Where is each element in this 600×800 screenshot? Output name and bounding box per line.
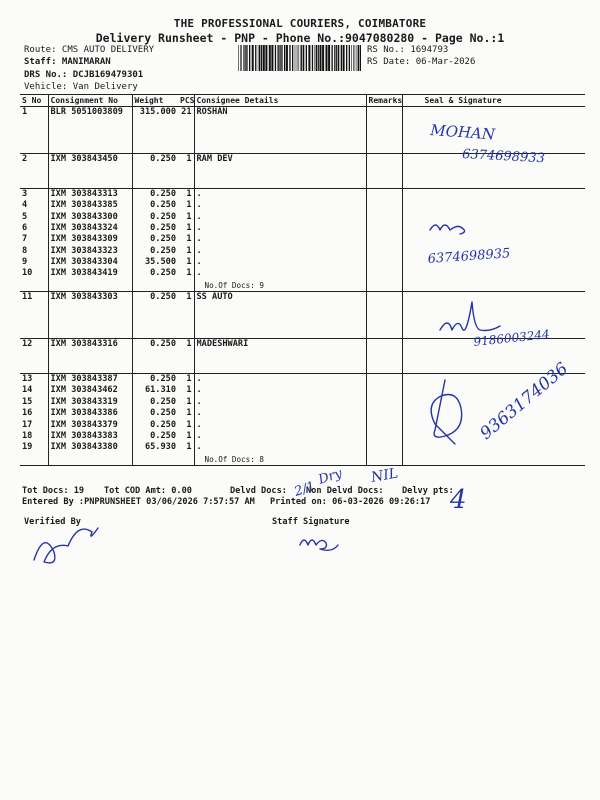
value-name: . [196,396,202,407]
col-pcs: PCS [180,96,195,105]
value-wt: 0.250 [150,200,176,211]
value-pcs: 21 [181,107,192,117]
value-pcs: 1 [186,211,192,222]
value-cn: IXM 303843319 [50,396,118,407]
value-cn: IXM 303843419 [50,268,118,279]
handwritten-phone-1: 6374698933 [461,147,546,167]
value-sno: 6 [22,222,28,233]
value-wt: 61.310 [144,385,176,396]
value-wt: 35.500 [144,257,176,268]
no-of-docs: No.Of Docs: 9 [204,280,264,290]
delvy-pts: Delvy pts: [402,486,454,496]
value-pcs: 1 [186,245,192,256]
value-cn: IXM 303843313 [50,188,118,199]
signature-ss-auto [440,302,550,349]
value-sno: 18 [22,430,33,441]
value-name: . [196,200,202,211]
no-of-docs: No.Of Docs: 8 [204,454,264,464]
drs-number: DRS No.: DCJB169479301 [24,70,144,80]
value-wt: 0.250 [150,408,176,419]
value-name: . [196,188,202,199]
scribble-signature [440,302,500,331]
value-pcs: 1 [186,373,192,384]
value-pcs: 1 [186,430,192,441]
company-name: THE PROFESSIONAL COURIERS, COIMBATORE [173,17,427,30]
value-wt: 0.250 [150,245,176,256]
value-pcs: 1 [186,385,192,396]
value-sno: 15 [22,396,33,407]
tot-cod: Tot COD Amt: 0.00 [104,486,192,496]
value-wt: 0.250 [150,396,176,407]
route-label: Route: CMS AUTO DELIVERY [24,45,155,55]
value-name: . [196,430,202,441]
value-sno: 10 [22,268,33,279]
rs-number: RS No.: 1694793 [367,45,449,55]
vehicle-label: Vehicle: Van Delivery [24,82,138,92]
value-sno: 4 [22,200,28,211]
printed-on: Printed on: 06-03-2026 09:26:17 [270,497,431,507]
value-cn: IXM 303843450 [50,153,118,164]
value-pcs: 1 [186,222,192,233]
col-sno: S No [20,95,48,107]
value-pcs: 1 [186,396,192,407]
value-wt: 0.250 [150,234,176,245]
value-pcs: 1 [186,338,192,349]
value-sno: 5 [22,211,28,222]
verifier-signature [34,528,98,563]
col-consignment: Consignment No [48,95,132,107]
handwritten-nil: NIL [369,465,400,486]
handwritten-phone-3: 9363174036 [476,358,573,444]
verified-by: Verified By [24,517,81,527]
entered-by: Entered By :PNPRUNSHEET 03/06/2026 7:57:57 AM [22,497,255,507]
value-name: . [196,268,202,279]
handwritten-dry: Dry [316,466,345,488]
value-pcs: 1 [186,153,192,164]
value-cn: IXM 303843324 [50,222,118,233]
value-name: . [196,222,202,233]
value-cn: IXM 303843386 [50,408,118,419]
value-wt: 315.000 [139,107,176,117]
value-name: . [196,211,202,222]
col-consignee: Consignee Details [194,95,366,107]
value-sno: 12 [22,338,33,349]
value-name: MADESHWARI [196,338,249,349]
initials-me-1 [430,225,465,234]
non-delvd-docs: Non Delvd Docs: [306,486,384,496]
value-wt: 0.250 [150,430,176,441]
value-sno: 16 [22,408,33,419]
value-sno: 9 [22,257,28,268]
handwritten-mohan: MOHAN [429,121,496,144]
signature-madeshwari [431,359,572,444]
value-name: . [196,245,202,256]
scribble-signature-2 [431,380,462,444]
value-wt: 0.250 [150,338,176,349]
value-name: . [196,385,202,396]
value-sno: 11 [22,292,33,303]
value-cn: IXM 303843300 [50,211,118,222]
value-wt: 65.930 [144,442,176,453]
delvd-docs: Delvd Docs: [230,486,287,496]
value-pcs: 1 [186,234,192,245]
value-name: RAM DEV [196,153,233,164]
staff-initials [300,540,338,550]
signature-group-2 [427,225,511,267]
value-cn: IXM 303843316 [50,338,118,349]
handwritten-phone-3-short: 9186003244 [472,327,551,349]
value-cn: IXM 303843303 [50,292,118,303]
value-cn: IXM 303843304 [50,257,118,268]
value-sno: 7 [22,234,28,245]
runsheet-subtitle: Delivery Runsheet - PNP - Phone No.:9047080280 - Page No.:1 [95,31,505,45]
col-weight: Weight [132,95,178,107]
tot-docs: Tot Docs: 19 [22,486,85,496]
col-seal: Seal & Signature [402,95,585,107]
col-remarks: Remarks [366,95,402,107]
value-cn: IXM 303843323 [50,245,118,256]
handwritten-digit: 4 [450,485,467,515]
value-name: . [196,408,202,419]
value-wt: 0.250 [150,419,176,430]
value-name: . [196,419,202,430]
value-pcs: 1 [186,419,192,430]
signature-roshan [429,121,545,166]
value-sno: 14 [22,385,33,396]
value-pcs: 1 [186,200,192,211]
value-cn: IXM 303843383 [50,430,118,441]
value-wt: 0.250 [150,292,176,303]
value-name: . [196,257,202,268]
value-pcs: 1 [186,292,192,303]
value-wt: 0.250 [150,188,176,199]
value-sno: 3 [22,188,28,199]
value-sno: 13 [22,373,33,384]
value-cn: IXM 303843309 [50,234,118,245]
value-wt: 0.250 [150,373,176,384]
staff-signature-label: Staff Signature [272,517,350,527]
value-sno: 8 [22,245,28,256]
value-cn: IXM 303843379 [50,419,118,430]
value-pcs: 1 [186,188,192,199]
value-sno: 19 [22,442,33,453]
value-pcs: 1 [186,268,192,279]
value-name: SS AUTO [196,292,233,303]
value-sno: 17 [22,419,33,430]
value-wt: 0.250 [150,153,176,164]
value-name: . [196,234,202,245]
value-name: ROSHAN [196,107,228,117]
value-wt: 0.250 [150,211,176,222]
value-cn: BLR 5051003809 [50,107,123,117]
value-name: . [196,442,202,453]
value-wt: 0.250 [150,222,176,233]
value-cn: IXM 303843387 [50,373,118,384]
value-sno: 2 [22,153,28,164]
value-wt: 0.250 [150,268,176,279]
value-sno: 1 [22,107,28,117]
handwritten-phone-2: 6374698935 [427,246,511,267]
rs-date: RS Date: 06-Mar-2026 [367,57,476,67]
handwritten-number: 2/1 [292,479,318,500]
value-pcs: 1 [186,408,192,419]
staff-label: Staff: MANIMARAN [24,57,111,67]
value-cn: IXM 303843380 [50,442,118,453]
footer-marks [34,465,467,562]
value-pcs: 1 [186,442,192,453]
value-name: . [196,373,202,384]
value-cn: IXM 303843385 [50,200,118,211]
value-pcs: 1 [186,257,192,268]
value-cn: IXM 303843462 [50,385,118,396]
